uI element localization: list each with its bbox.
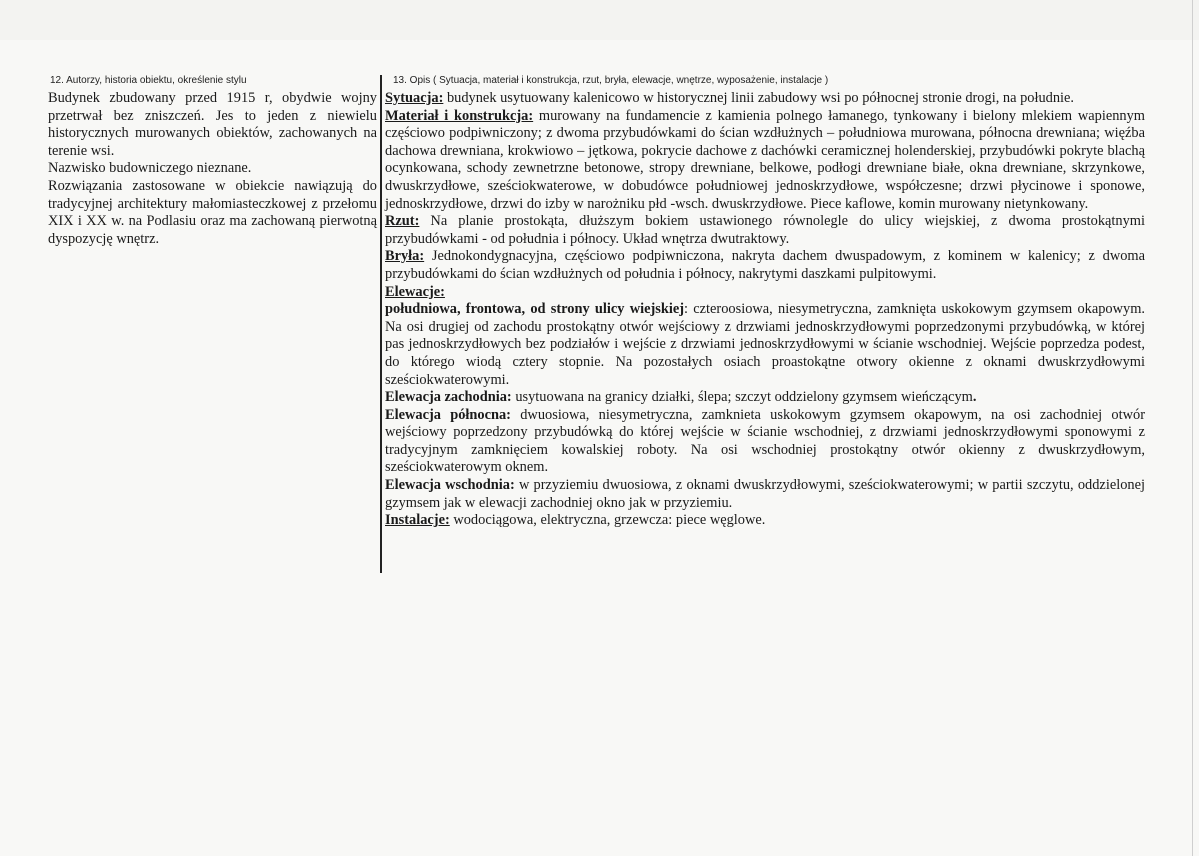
wschodnia-label: Elewacja wschodnia: — [385, 477, 515, 494]
rzut-paragraph — [385, 213, 1145, 248]
column-divider — [380, 75, 382, 573]
section-12-header: 12. Autorzy, historia obiektu, określenie stylu — [50, 75, 247, 86]
poludniowa-label: południowa, frontowa, od strony ulicy wiejskiej — [385, 301, 685, 318]
zachodnia-label: Elewacja zachodnia: — [385, 389, 512, 406]
polnocna-label: Elewacja północna: — [385, 406, 511, 423]
builder-paragraph: Nazwisko budowniczego nieznane. — [48, 160, 252, 177]
bryla-paragraph — [385, 248, 1145, 283]
section-13 — [385, 74, 1145, 530]
bryla-label: Bryła: — [385, 248, 425, 265]
history-paragraph: Budynek zbudowany przed 1915 r, obydwie wojny przetrwał bez zniszczeń. Jes to jeden z niewielu historycznych murowanych obiektów, zachowanych na terenie wsi. — [48, 90, 377, 159]
instalacje-text: wodociągowa, elektryczna, grzewcza: piece węglowe. — [449, 512, 766, 529]
material-paragraph — [385, 108, 1145, 214]
section-13-header: 13. Opis ( Sytuacja, materiał i konstrukcja, rzut, bryła, elewacje, wnętrze, wyposażenie, instalacje ) — [393, 75, 829, 86]
material-label: Materiał i konstrukcja: — [385, 107, 534, 124]
sytuacja-text: budynek usytuowany kalenicowo w historycznej linii zabudowy wsi po północnej stronie drogi, na południe. — [443, 90, 1075, 106]
poludniowa-paragraph — [385, 301, 1145, 389]
right-edge-line — [1192, 0, 1193, 856]
sytuacja-label: Sytuacja: — [385, 90, 444, 106]
top-scan-band — [0, 0, 1199, 40]
style-paragraph: Rozwiązania zastosowane w obiekcie nawiązują do tradycyjnej architektury małomiasteczkowej z przełomu XIX i XX w. na Podlasiu oraz ma zachowaną pierwotną dyspozycję wnętrz. — [48, 177, 377, 247]
zachodnia-text: usytuowana na granicy działki, ślepa; szczyt oddzielony gzymsem wieńczącym — [511, 389, 973, 406]
elewacje-heading-paragraph — [385, 284, 1145, 302]
elewacje-heading: Elewacje: — [385, 283, 445, 300]
rzut-label: Rzut: — [385, 213, 420, 230]
wschodnia-text: w przyziemiu dwuosiowa, z oknami dwuskrzydłowymi, sześciokwaterowymi; w partii szczytu, oddzielonej gzymsem jak w elewacji zachodniej okno jak w przyziemiu. — [385, 477, 1145, 511]
zachodnia-end: . — [972, 389, 977, 406]
section-12-body — [48, 90, 377, 248]
section-13-body — [385, 90, 1145, 530]
polnocna-text: dwuosiowa, niesymetryczna, zamknieta uskokowym gzymsem okapowym, na osi zachodniej otwór wejściowy poprzedzony przybudówką do której wejście w ścianie wschodniej, z drzwiami jednoskrzydłowymi sponowymi z tradycyjnym zamknięciem kowalskiej roboty. Na osi wschodniej prostokątny otwór okienny z dwuskrzydłowym, sześciokwaterowym oknem. — [385, 406, 1145, 476]
polnocna-paragraph — [385, 407, 1145, 477]
material-text: murowany na fundamencie z kamienia polnego łamanego, tynkowany i bielony mlekiem wapiennym częściowo podpiwniczony; z dwoma przybudówkami do ścian wzdłużnych – południowa murowana, północna drewniana; więźba dachowa drewniana, krokwiowo – jętkowa, pokrycie dachowe z dachówki ceramicznej holenderskiej, przybudówki pokryte blachą ocynkowana, schody zewnetrzne betonowe, stropy drewniane, belkowe, podłogi drewniane białe, okna drewniane, skrzynkowe, dwuskrzydłowe, sześciokwaterowe, w dobudówce południowej jednoskrzydłowe, współczesne; drzwi płycinowe i sponowe, jednoskrzydłowe, drzwi do izby w narożniku płd -wsch. dwuskrzydłowe. Piece kaflowe, komin murowany nietynkowany. — [385, 107, 1145, 212]
section-12 — [48, 74, 377, 248]
rzut-text: Na planie prostokąta, dłuższym bokiem ustawionego równolegle do ulicy wiejskiej, z dwoma prostokątnymi przybudówkami - od południa i północy. Układ wnętrza dwutraktowy. — [385, 213, 1145, 247]
poludniowa-text: : czteroosiowa, niesymetryczna, zamknięta uskokowym gzymsem okapowym. Na osi drugiej od zachodu prostokątny otwór wejściowy z drzwiami jednoskrzydłowymi poprzedzonymi przybudówką, w której pas jednoskrzydłowych bez podziałów i wejście z drzwiami jednoskrzydłowymi w ścianie wschodniej. Wejście poprzedza podest, do którego wiodą cztery stopnie. Na pozostałych osiach proastokątne otwory okienne z oknami dwuskrzydłowymi sześciokwaterowymi. — [385, 301, 1145, 388]
zachodnia-paragraph — [385, 389, 1145, 407]
wschodnia-paragraph — [385, 477, 1145, 512]
instalacje-paragraph — [385, 512, 1145, 530]
bryla-text: Jednokondygnacyjna, częściowo podpiwniczona, nakryta dachem dwuspadowym, z kominem w kalenicy; z dwoma przybudówkami do ścian wzdłużnych od południa i północy, nakrytymi daszkami pulpitowymi. — [385, 248, 1145, 282]
sytuacja-paragraph — [385, 90, 1145, 108]
instalacje-label: Instalacje: — [385, 512, 450, 529]
